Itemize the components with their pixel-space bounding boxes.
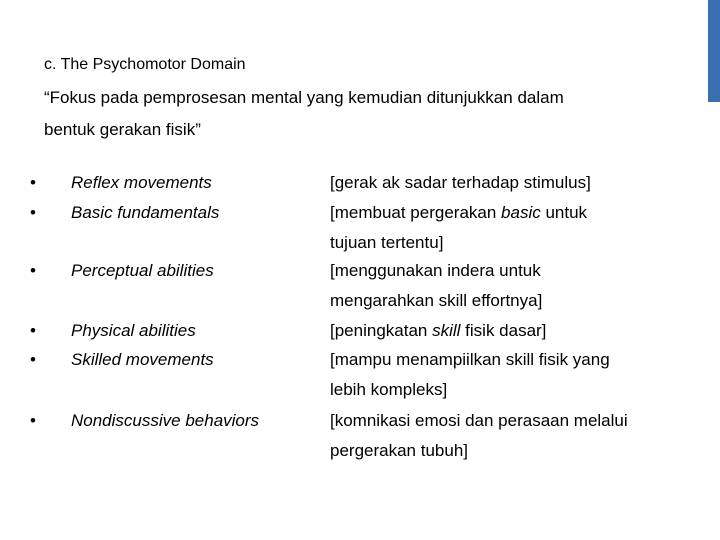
description-text: fisik dasar]: [460, 321, 547, 340]
description-line: mengarahkan skill effortnya]: [330, 291, 543, 310]
item-term: Nondiscussive behaviors: [71, 411, 260, 430]
list-item-reflex-movements: [0, 170, 720, 196]
item-term: Perceptual abilities: [71, 261, 214, 280]
bullet-marker: •: [30, 411, 36, 430]
quote-line-1: “Fokus pada pemprosesan mental yang kemudian ditunjukkan dalam: [44, 88, 564, 107]
description-emphasis: basic: [501, 203, 541, 222]
description-text: [membuat pergerakan: [330, 203, 502, 222]
item-description: [330, 198, 700, 258]
description-line: [gerak ak sadar terhadap stimulus]: [330, 173, 591, 192]
list-item-skilled-movements: [0, 347, 720, 399]
description-text: untuk: [540, 203, 588, 222]
list-item-physical-abilities: [0, 318, 720, 344]
bullet-marker: •: [30, 321, 36, 340]
bullet-marker: •: [30, 203, 36, 222]
description-line: [menggunakan indera untuk: [330, 261, 541, 280]
description-line: pergerakan tubuh]: [330, 441, 468, 460]
list-item-basic-fundamentals: [0, 200, 720, 252]
slide-heading: c. The Psychomotor Domain: [44, 56, 246, 73]
definition-quote: [44, 82, 644, 146]
bullet-marker: •: [30, 350, 36, 369]
quote-line-2: bentuk gerakan fisik”: [44, 120, 201, 139]
description-text: [peningkatan: [330, 321, 433, 340]
item-term: Skilled movements: [71, 350, 214, 369]
item-term: Reflex movements: [71, 173, 212, 192]
bullet-marker: •: [30, 173, 36, 192]
item-description: [330, 316, 700, 346]
item-description: [330, 168, 700, 198]
description-line: [330, 316, 700, 346]
bullet-marker: •: [30, 261, 36, 280]
description-emphasis: skill: [432, 321, 461, 340]
item-description: [330, 406, 700, 466]
list-item-perceptual-abilities: [0, 258, 720, 310]
description-line: [mampu menampiilkan skill fisik yang: [330, 350, 610, 369]
accent-bar: [708, 0, 720, 102]
item-term: Basic fundamentals: [71, 203, 220, 222]
description-line: lebih kompleks]: [330, 380, 448, 399]
item-description: [330, 345, 700, 405]
description-line: [330, 198, 700, 228]
description-line: tujuan tertentu]: [330, 233, 444, 252]
list-item-nondiscussive-behaviors: [0, 408, 720, 460]
description-line: [komnikasi emosi dan perasaan melalui: [330, 411, 628, 430]
item-term: Physical abilities: [71, 321, 196, 340]
item-description: [330, 256, 700, 316]
